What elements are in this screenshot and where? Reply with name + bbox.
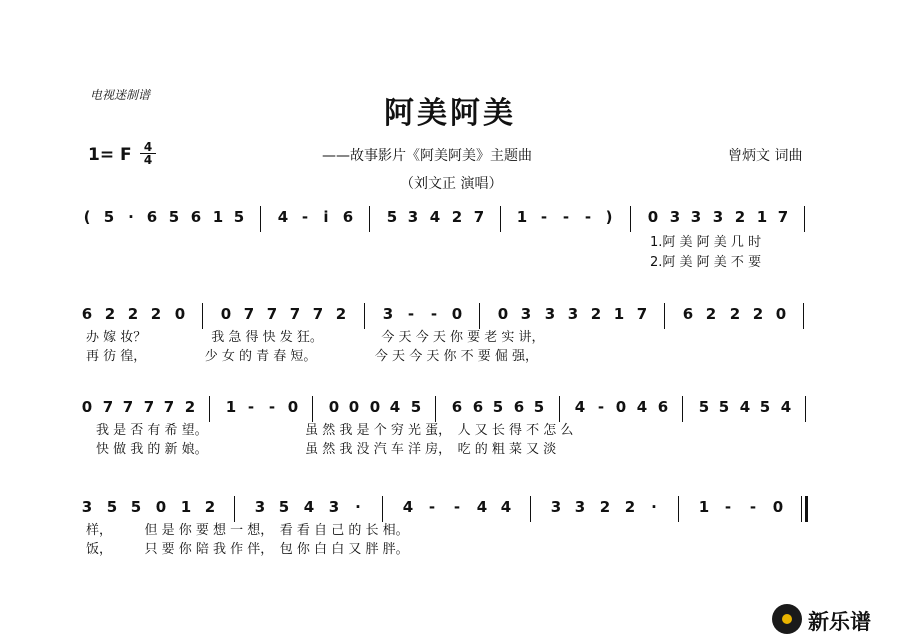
score-note: 4 — [780, 398, 792, 416]
score-note: 5 — [278, 498, 290, 516]
score-note: 3 — [669, 208, 681, 226]
lyric-text: 我 是 否 有 希 望。 虽 然 我 是 个 穷 光 蛋， 人 又 长 得 不 怎 么 — [96, 423, 574, 438]
score-note: 7 — [636, 305, 648, 323]
score-note: 1 — [698, 498, 710, 516]
score-note: 7 — [243, 305, 255, 323]
score-note: 0 — [647, 208, 659, 226]
lyric-line-4-verse2 — [80, 541, 820, 559]
score-note: 2 — [705, 305, 717, 323]
score-note: 5 — [233, 208, 245, 226]
score-note: 6 — [657, 398, 669, 416]
lyric-line-2-verse1 — [80, 329, 820, 347]
score-note: 0 — [451, 305, 463, 323]
score-note: 6 — [146, 208, 158, 226]
score-note: 4 — [389, 398, 401, 416]
lyric-line-4-verse1 — [80, 522, 820, 540]
logo-text: 新乐谱 — [808, 610, 871, 634]
barline — [364, 303, 365, 329]
score-note: 7 — [289, 305, 301, 323]
score-note: 6 — [472, 398, 484, 416]
lyric-line-3-verse2 — [80, 441, 820, 459]
barline — [530, 496, 531, 522]
score-note: 4 — [739, 398, 751, 416]
score-note: 5 — [718, 398, 730, 416]
score-note: 4 — [429, 208, 441, 226]
lyric-text: 办 嫁 妆？ 我 急 得 快 发 狂。 今 天 今 天 你 要 老 实 讲， — [86, 330, 545, 345]
song-title: 阿美阿美 — [384, 96, 516, 131]
score-note: 3 — [574, 498, 586, 516]
barline — [630, 206, 631, 232]
score-note: 3 — [81, 498, 93, 516]
score-note: - — [584, 208, 592, 226]
score-note: 5 — [106, 498, 118, 516]
score-note: 1 — [516, 208, 528, 226]
lyric-line-1-verse2 — [80, 254, 820, 272]
score-note: 2 — [734, 208, 746, 226]
barline — [312, 396, 313, 422]
song-subtitle: ——故事影片《阿美阿美》主题曲 — [322, 148, 532, 164]
score-note: 2 — [451, 208, 463, 226]
score-note: 0 — [775, 305, 787, 323]
score-note: 4 — [303, 498, 315, 516]
score-note: 2 — [599, 498, 611, 516]
lyric-text: 1.阿 美 阿 美 几 时 — [650, 235, 762, 250]
score-note: 5 — [492, 398, 504, 416]
barline — [803, 303, 804, 329]
score-note: 5 — [698, 398, 710, 416]
score-note: 2 — [729, 305, 741, 323]
score-note: 7 — [102, 398, 114, 416]
lyric-text: 快 做 我 的 新 娘。 虽 然 我 没 汽 车 洋 房， 吃 的 粗 菜 又 淡 — [96, 442, 557, 457]
score-note: ( — [83, 208, 91, 226]
score-note: 0 — [348, 398, 360, 416]
score-note: - — [749, 498, 757, 516]
score-note: 6 — [451, 398, 463, 416]
score-note: 2 — [204, 498, 216, 516]
score-note: 0 — [174, 305, 186, 323]
score-note: 7 — [122, 398, 134, 416]
barline — [500, 206, 501, 232]
site-logo — [772, 602, 892, 636]
score-credit: 电视迷制谱 — [90, 88, 151, 102]
barline — [805, 396, 806, 422]
barline — [260, 206, 261, 232]
performer-credit: （刘文正 演唱） — [400, 176, 503, 192]
score-note: 4 — [476, 498, 488, 516]
lyric-text: 样， 但 是 你 要 想 一 想， 看 看 自 己 的 长 相。 — [86, 523, 409, 538]
barline — [479, 303, 480, 329]
barline — [682, 396, 683, 422]
barline — [804, 206, 805, 232]
barline — [559, 396, 560, 422]
score-note: 3 — [407, 208, 419, 226]
score-note: - — [453, 498, 461, 516]
score-note: 5 — [386, 208, 398, 226]
score-note: 2 — [752, 305, 764, 323]
score-note: 1 — [180, 498, 192, 516]
score-note: - — [724, 498, 732, 516]
barline — [678, 496, 679, 522]
meter-top: 4 — [140, 141, 156, 154]
score-note: 4 — [402, 498, 414, 516]
score-note: - — [562, 208, 570, 226]
score-note: 1 — [225, 398, 237, 416]
score-note: 0 — [497, 305, 509, 323]
lyric-line-2-verse2 — [80, 348, 820, 366]
score-note: 0 — [287, 398, 299, 416]
score-note: 6 — [342, 208, 354, 226]
score-note: - — [540, 208, 548, 226]
score-note: 4 — [636, 398, 648, 416]
score-note: - — [407, 305, 415, 323]
score-note: 0 — [220, 305, 232, 323]
score-note: 0 — [328, 398, 340, 416]
score-note: 5 — [759, 398, 771, 416]
key-signature: 1= F — [88, 145, 132, 165]
score-note: 0 — [615, 398, 627, 416]
score-note: - — [247, 398, 255, 416]
score-note: 6 — [682, 305, 694, 323]
barline — [664, 303, 665, 329]
score-note: 2 — [104, 305, 116, 323]
barline — [234, 496, 235, 522]
score-note: 3 — [382, 305, 394, 323]
score-note: 3 — [254, 498, 266, 516]
score-note: 7 — [266, 305, 278, 323]
score-note: · — [651, 498, 657, 516]
score-note: 1 — [613, 305, 625, 323]
score-note: 5 — [103, 208, 115, 226]
barline — [202, 303, 203, 329]
barline — [435, 396, 436, 422]
lyric-text: 饭， 只 要 你 陪 我 作 伴， 包 你 白 白 又 胖 胖。 — [86, 542, 409, 557]
score-note: - — [301, 208, 309, 226]
lyric-line-1-verse1 — [80, 234, 820, 252]
score-note: - — [268, 398, 276, 416]
score-note: 4 — [500, 498, 512, 516]
score-note: - — [430, 305, 438, 323]
score-note: i — [323, 208, 329, 226]
time-signature — [140, 141, 156, 166]
score-note: 5 — [410, 398, 422, 416]
lyric-text: 2.阿 美 阿 美 不 要 — [650, 255, 762, 270]
score-note: 6 — [513, 398, 525, 416]
score-note: · — [128, 208, 134, 226]
score-note: 5 — [533, 398, 545, 416]
score-note: 4 — [277, 208, 289, 226]
barline — [209, 396, 210, 422]
score-note: 2 — [335, 305, 347, 323]
score-note: 3 — [328, 498, 340, 516]
score-note: 0 — [81, 398, 93, 416]
score-note: 2 — [184, 398, 196, 416]
score-note: 2 — [127, 305, 139, 323]
score-note: 6 — [190, 208, 202, 226]
final-barline — [801, 496, 808, 522]
score-note: 0 — [155, 498, 167, 516]
score-note: 1 — [212, 208, 224, 226]
score-note: - — [597, 398, 605, 416]
score-note: 7 — [143, 398, 155, 416]
score-note: 4 — [574, 398, 586, 416]
lyric-text: 再 彷 徨， 少 女 的 青 春 短。 今 天 今 天 你 不 要 倔 强， — [86, 349, 538, 364]
score-note: 7 — [163, 398, 175, 416]
score-note: - — [428, 498, 436, 516]
score-note: 7 — [473, 208, 485, 226]
barline — [382, 496, 383, 522]
score-note: 5 — [130, 498, 142, 516]
score-note: 3 — [712, 208, 724, 226]
score-note: 0 — [772, 498, 784, 516]
score-note: 5 — [168, 208, 180, 226]
score-note: 3 — [520, 305, 532, 323]
score-note: 2 — [624, 498, 636, 516]
score-note: · — [355, 498, 361, 516]
score-note: 2 — [590, 305, 602, 323]
barline — [369, 206, 370, 232]
score-note: 0 — [369, 398, 381, 416]
score-note: 7 — [777, 208, 789, 226]
score-note: 7 — [312, 305, 324, 323]
score-note: 6 — [81, 305, 93, 323]
score-note: 3 — [567, 305, 579, 323]
score-note: 3 — [544, 305, 556, 323]
score-note: 3 — [550, 498, 562, 516]
score-note: 2 — [150, 305, 162, 323]
vinyl-record-icon — [772, 604, 802, 634]
score-note: ) — [605, 208, 613, 226]
score-note: 3 — [690, 208, 702, 226]
lyric-line-3-verse1 — [80, 422, 820, 440]
score-note: 1 — [756, 208, 768, 226]
composer-credit: 曾炳文 词曲 — [728, 148, 803, 164]
meter-bottom: 4 — [143, 153, 153, 167]
